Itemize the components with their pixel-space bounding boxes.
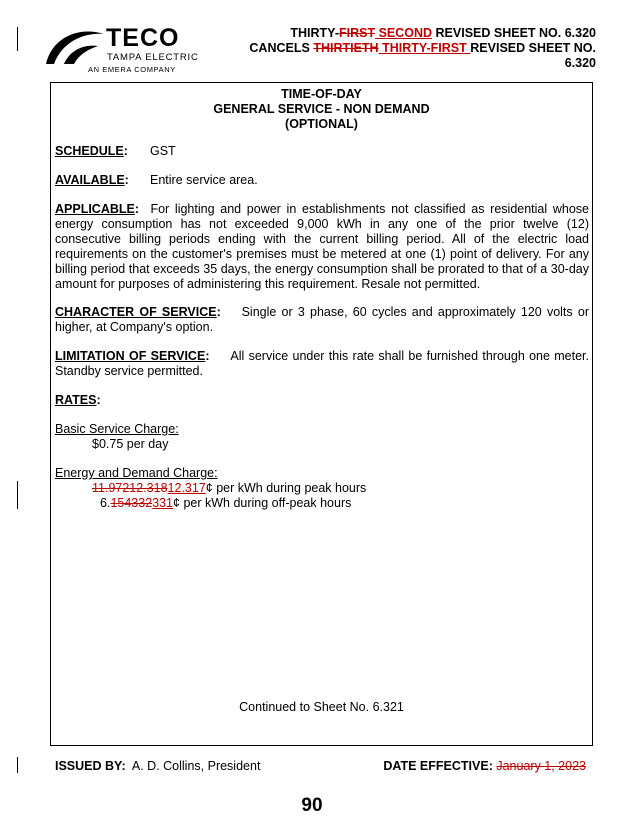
schedule-label: SCHEDULE [55,144,124,158]
limitation-paragraph: LIMITATION OF SERVICE: All service under this rate shall be furnished through one meter. Standby service permitted. [55,349,589,378]
schedule-value: GST [150,144,176,158]
logo-tagline: AN EMERA COMPANY [88,65,176,74]
applicable-text: For lighting and power in establishments not classified as residential whose energy consumption has not exceeded 9,000 kWh in any one of the prior twelve (12) consecutive billing periods ending with the current billing period. All of the electric load requirements on the customer's premises must be metered at one (1) point of delivery. For any billing period that exceeds 35 days, the energy consumption shall be prorated to that of a 30-day amount for purposes of administering this requirement. Resale not permitted. [55,202,589,291]
character-paragraph: CHARACTER OF SERVICE: Single or 3 phase, 60 cycles and approximately 120 volts or higher, at Company's option. [55,305,589,334]
character-label: CHARACTER OF SERVICE [55,305,217,319]
revision-bar-energy [17,481,18,509]
inserted-text: SECOND [375,26,433,40]
logo-brand-text: TECO [106,24,180,52]
revision-bar-top [17,27,18,51]
character-text: Single or 3 phase, 60 cycles and approximately 120 volts or higher, at Company's option. [55,305,589,334]
deleted-text: January 1, 2023 [496,759,586,773]
page-number: 90 [301,795,323,816]
teco-logo [44,22,214,72]
deleted-text: 11.97212.318 [92,481,168,495]
sheet-header-line2: CANCELS THIRTIETH THIRTY-FIRST REVISED SHEET NO. [249,41,596,55]
limitation-text: All service under this rate shall be furnished through one meter. Standby service permitted. [55,349,589,378]
rates-heading: RATES: [55,393,101,407]
peak-rate: 11.97212.31812.317¢ per kWh during peak hours [92,481,367,495]
revision-bar-footer [17,757,18,773]
sheet-header-line3: 6.320 [564,56,596,70]
issued-by-label: ISSUED BY: [55,759,126,773]
inserted-text: THIRTY-FIRST [378,41,471,55]
tariff-sheet-box [50,82,593,746]
available-value: Entire service area. [150,173,258,187]
continued-note: Continued to Sheet No. 6.321 [239,700,404,714]
issued-by-value: A. D. Collins, President [131,759,261,773]
page-title: TIME-OF-DAY GENERAL SERVICE - NON DEMAND (OPTIONAL) [213,87,430,131]
logo-subtitle: TAMPA ELECTRIC [107,52,199,63]
applicable-label: APPLICABLE [55,202,135,216]
inserted-text: 12.317 [167,481,206,495]
issued-by [55,759,260,773]
available-label: AVAILABLE [55,173,125,187]
applicable-paragraph: APPLICABLE: For lighting and power in establishments not classified as residential whose energy consumption has not exceeded 9,000 kWh in any one of the prior twelve (12) consecutive billing periods ending with the current billing period. All of the electric load requirements on the customer's premises must be metered at one (1) point of delivery. For any billing period that exceeds 35 days, the energy consumption shall be prorated to that of a 30-day amount for purposes of administering this requirement. Resale not permitted. [55,202,589,291]
inserted-text: 331 [152,496,174,510]
deleted-text: FIRST [338,26,376,40]
date-effective-label: DATE EFFECTIVE: [383,759,493,773]
basic-service-charge-label: Basic Service Charge: [55,422,179,436]
deleted-text: 154332 [110,496,153,510]
schedule-row: SCHEDULE: [55,144,128,158]
available-row: AVAILABLE: [55,173,129,187]
energy-charge-label: Energy and Demand Charge: [55,466,218,480]
limitation-label: LIMITATION OF SERVICE [55,349,206,363]
basic-service-charge-value: $0.75 per day [92,437,169,451]
teco-swoosh-icon [44,24,106,68]
offpeak-rate: 6.154332331¢ per kWh during off-peak hours [100,496,352,510]
deleted-text: THIRTIETH [313,41,379,55]
sheet-header [249,26,596,71]
sheet-header-line1: THIRTY-FIRST SECOND REVISED SHEET NO. 6.320 [290,26,596,40]
date-effective [383,759,586,773]
